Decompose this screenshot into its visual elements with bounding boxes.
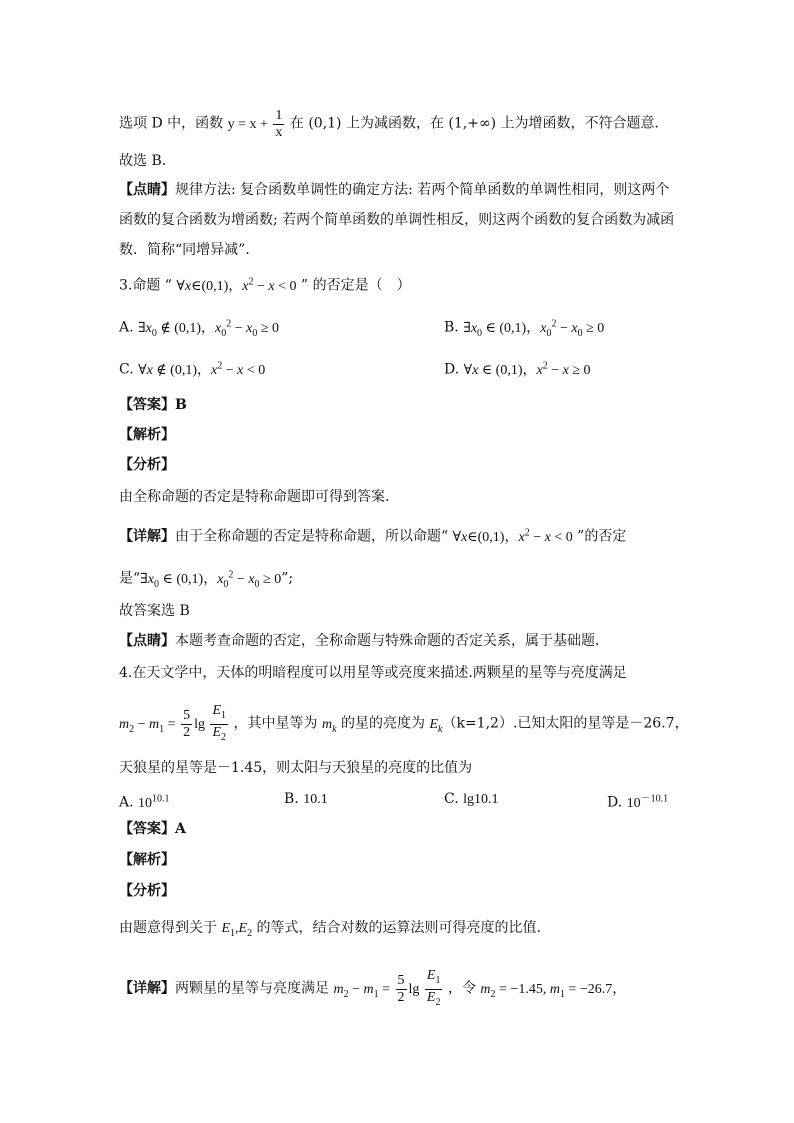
text: 由于全称命题的否定是特称命题，所以命题“: [175, 528, 449, 545]
option-letter: B.: [284, 791, 299, 807]
text: 是“: [119, 570, 141, 587]
q4-option-b: B. 10.1: [284, 791, 328, 807]
text: ，令: [447, 980, 481, 997]
option-letter: A.: [119, 794, 134, 811]
text: ”的否定: [577, 528, 627, 545]
tag: 【详解】: [119, 528, 175, 545]
text: 由题意得到关于: [119, 920, 222, 936]
text: （k=1,2）.已知太阳的星等是－26.7，: [442, 715, 689, 732]
question-4-line2: $m_2 - m_1$ = $\frac{5}{2}$ lg $\frac{E_1}{E_2}$ ，其中星等为 $m_k$ 的星的亮度为 $E_k(k=1,2)$.已知太阳的星等是－26.7，: [119, 703, 689, 743]
tag: 【详解】: [119, 980, 175, 997]
xiangjie-3-line2: 是“$\exists x_0$ ∈ (0,1)，$x_0^2 - x_0 \ge 0$”;: [119, 569, 294, 590]
q4-option-c: C. lg10.1: [444, 791, 499, 807]
line-dianjing-1: [119, 180, 669, 200]
option-letter: D.: [444, 361, 460, 378]
answer-3: 【答案】B: [119, 397, 187, 413]
text: 的等式，结合对数的运算法则可得亮度的比值.: [252, 920, 541, 936]
dianjing-3: [119, 631, 609, 651]
jiexi-4: 【解析】: [119, 852, 175, 868]
line-dianjing-3: 数．简称“同增异减”．: [119, 242, 260, 258]
fenxi-4-text: 由题意得到关于 $E_1,E_2$ 的等式，结合对数的运算法则可得亮度的比值.: [119, 920, 541, 939]
text: 3.命题 “: [119, 277, 172, 294]
question-4: 4.在天文学中，天体的明暗程度可以用星等或亮度来描述.两颗星的星等与亮度满足: [119, 665, 627, 681]
formula: ∀x∈(0,1)，$x^2 - x < 0$: [176, 276, 297, 294]
option-letter: A.: [119, 319, 134, 336]
q3-option-d: D. ∀x ∈ (0,1)，$x^2 - x \ge 0$: [444, 360, 591, 378]
fenxi-3: 【分析】: [119, 457, 175, 473]
option-letter: B.: [444, 319, 459, 336]
text: ，其中星等为: [233, 715, 322, 732]
text: 的星的亮度为: [336, 715, 430, 732]
text: 本题考查命题的否定，全称命题与特殊命题的否定关系，属于基础题．: [175, 633, 609, 649]
text: ”;: [281, 570, 294, 587]
fenxi-3-text: 由全称命题的否定是特称命题即可得到答案．: [119, 489, 399, 505]
text: ” 的否定是（ ）: [300, 277, 411, 294]
jiexi-3: 【解析】: [119, 427, 175, 443]
q3-option-b: B. $\exists x_0$ ∈ (0,1)，$x_0^2 - x_0 \ge 0$: [444, 318, 605, 339]
q4-option-a: A. $10^{10.1}$: [119, 793, 170, 811]
tag: 【点睛】: [119, 182, 175, 198]
question-4-line3: 天狼星的星等是－1.45，则太阳与天狼星的亮度的比值为: [119, 760, 473, 776]
option-letter: C.: [119, 361, 134, 378]
text: 选项 D 中，函数: [119, 115, 228, 132]
formula: y = x + $\frac{1}{x}$: [227, 108, 283, 140]
q4-option-d: D. $10^{-10.1}$: [607, 793, 669, 811]
line-select-b: 故选 B．: [119, 153, 176, 169]
text: 规律方法: 复合函数单调性的确定方法: 若两个简单函数的单调性相同，则这两个: [175, 182, 670, 198]
text: 两颗星的星等与亮度满足: [175, 980, 334, 997]
q3-option-c: C. ∀x ∉ (0,1)，$x^2 - x < 0$: [119, 360, 266, 378]
answer-4: 【答案】A: [119, 821, 186, 837]
q3-option-a: A. $\exists x_0$ ∉ (0,1)，$x_0^2 - x_0 \ge 0$: [119, 318, 280, 339]
question-3: [119, 272, 411, 297]
line-option-d: [119, 108, 669, 141]
fenxi-4: 【分析】: [119, 883, 175, 899]
tag: 【点睛】: [119, 633, 175, 649]
xiangjie-3: 【详解】由于全称命题的否定是特称命题，所以命题“ ∀x∈(0,1)，$x^2 - x < 0$ ”的否定: [119, 527, 627, 545]
text: 在 (0,1) 上为减函数，在 (1,+∞) 上为增函数，不符合题意．: [289, 115, 669, 132]
xiangjie-3-line3: 故答案选 B: [119, 603, 190, 619]
option-letter: D.: [607, 794, 623, 811]
xiangjie-4: 【详解】两颗星的星等与亮度满足 $m_2 - m_1$ = $\frac{5}{2}$ lg $\frac{E_1}{E_2}$ ，令 $m_2 = -1.45$, $m_1 = -26.7$，: [119, 968, 627, 1008]
line-dianjing-2: 函数的复合函数为增函数; 若两个简单函数的单调性相反，则这两个函数的复合函数为减函: [119, 212, 675, 228]
option-letter: C.: [444, 791, 459, 807]
